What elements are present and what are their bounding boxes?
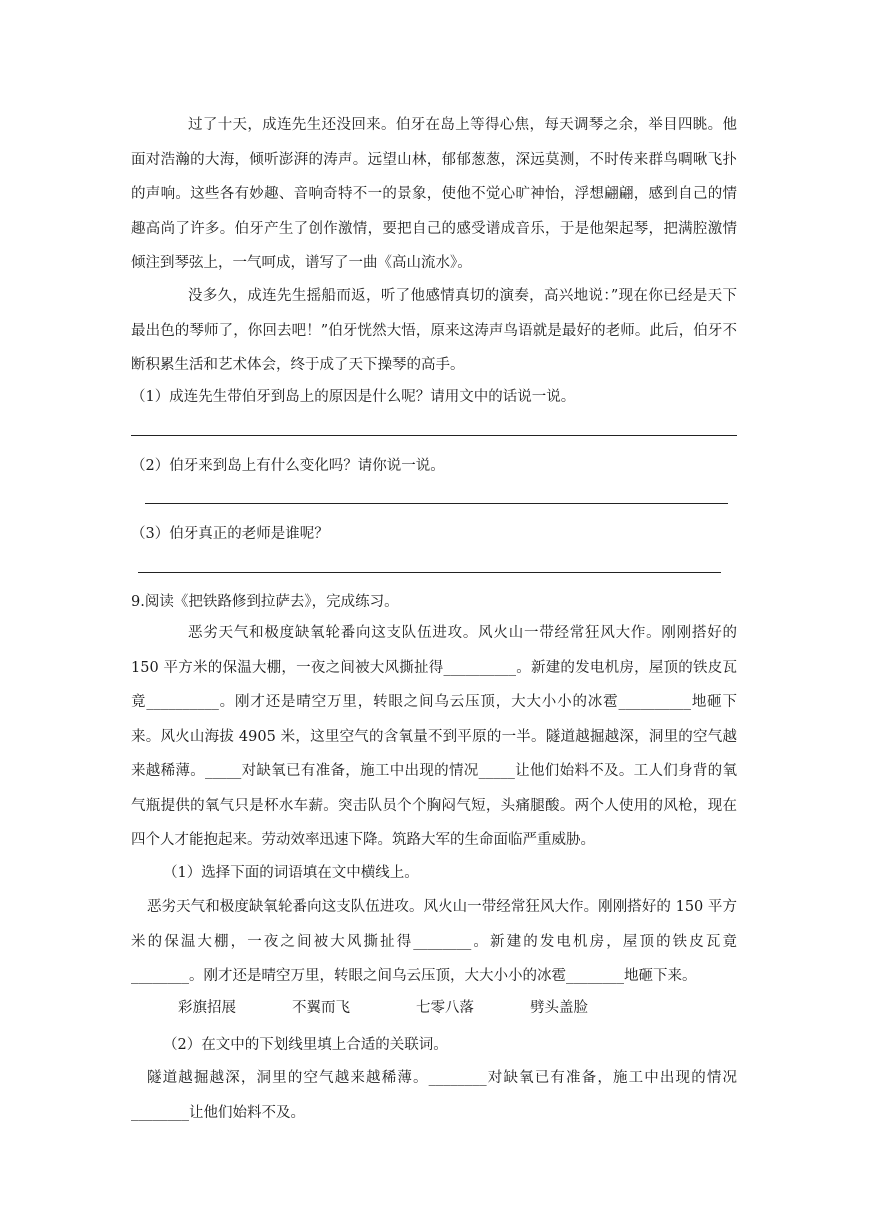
word-option: 劈头盖脸: [530, 1000, 588, 1016]
question-1: （1）成连先生带伯牙到岛上的原因是什么呢？请用文中的话说一说。: [131, 389, 576, 405]
answer-line-1[interactable]: [131, 435, 737, 436]
question-9-fill-paragraph: 恶劣天气和极度缺氧轮番向这支队伍进攻。风火山一带经常狂风大作。刚刚搭好的 150 平方米的保温大棚，一夜之间被大风撕扯得________。新建的发电机房，屋顶的铁皮瓦竟________。刚才还是晴空万里，转眼之间乌云压顶，大大小小的冰雹________地砸下来。: [131, 899, 737, 984]
answer-line-3[interactable]: [138, 572, 721, 573]
question-2: （2）伯牙来到岛上有什么变化吗？请你说一说。: [131, 458, 445, 474]
question-9-heading: 9.阅读《把铁路修到拉萨去》，完成练习。: [131, 594, 399, 610]
word-option: 彩旗招展: [178, 1000, 236, 1016]
question-9-sub-1: （1）选择下面的词语填在文中横线上。: [163, 865, 419, 881]
word-option: 不翼而飞: [292, 1000, 350, 1016]
question-3: （3）伯牙真正的老师是谁呢？: [131, 526, 329, 542]
passage1-paragraph-2: 没多久，成连先生摇船而返，听了他感情真切的演奏，高兴地说：”现在你已经是天下最出色的琴师了，你回去吧！”伯牙恍然大悟，原来这涛声鸟语就是最好的老师。此后，伯牙不断积累生活和艺术体会，终于成了天下操琴的高手。: [131, 288, 737, 373]
question-9-fill-paragraph-2: 隧道越掘越深，洞里的空气越来越稀薄。________对缺氧已有准备，施工中出现的情况________让他们始料不及。: [131, 1070, 737, 1121]
question-9-passage: 恶劣天气和极度缺氧轮番向这支队伍进攻。风火山一带经常狂风大作。刚刚搭好的150 平方米的保温大棚，一夜之间被大风撕扯得__________。新建的发电机房，屋顶的铁皮瓦竟__________。刚才还是晴空万里，转眼之间乌云压顶，大大小小的冰雹__________地砸下来。风火山海拔 4905 米，这里空气的含氧量不到平原的一半。隧道越掘越深，洞里的空气越来越稀薄。_____对缺氧已有准备，施工中出现的情况_____让他们始料不及。工人们身背的氧气瓶提供的氧气只是杯水车薪。突击队员个个胸闷气短，头痛腿酸。两个人使用的风枪，现在四个人才能抱起来。劳动效率迅速下降。筑路大军的生命面临严重威胁。: [131, 625, 737, 848]
word-option: 七零八落: [416, 1000, 474, 1016]
passage1-paragraph-1: 过了十天，成连先生还没回来。伯牙在岛上等得心焦，每天调琴之余，举目四眺。他面对浩瀚的大海，倾听澎湃的涛声。远望山林，郁郁葱葱，深远莫测，不时传来群鸟啁啾飞扑的声响。这些各有妙趣、音响奇特不一的景象，使他不觉心旷神怡，浮想翩翩，感到自己的情趣高尚了许多。伯牙产生了创作激情，要把自己的感受谱成音乐，于是他架起琴，把满腔激情倾注到琴弦上，一气呵成，谱写了一曲《高山流水》。: [131, 117, 737, 271]
word-options: [178, 996, 678, 1020]
question-9-sub-2: （2）在文中的下划线里填上合适的关联词。: [163, 1037, 448, 1053]
answer-line-2[interactable]: [145, 503, 728, 504]
